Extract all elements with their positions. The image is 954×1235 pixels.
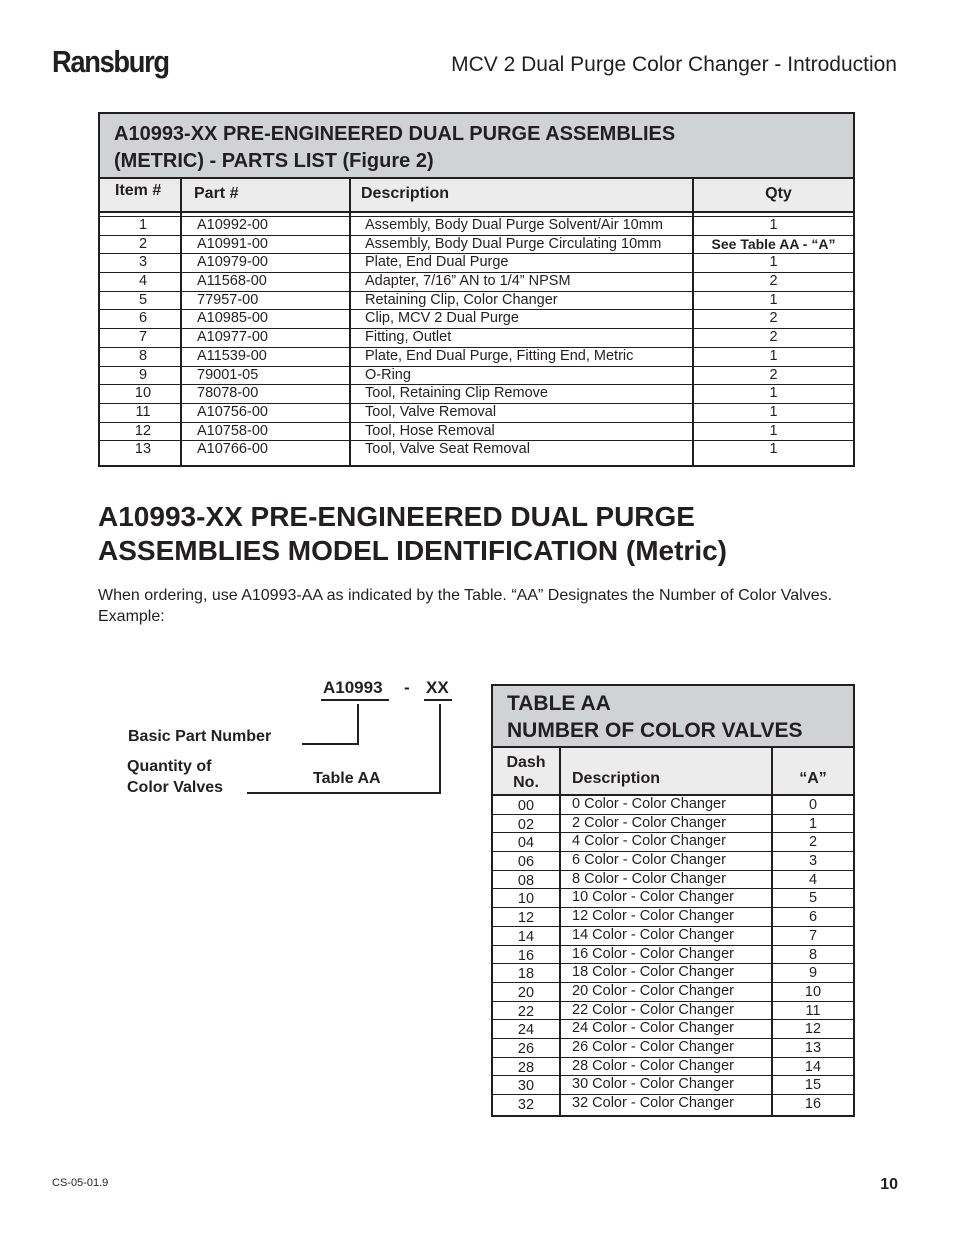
table-aa-row (493, 889, 853, 908)
suffix-connector-horizontal (247, 792, 441, 794)
a-value-cell: 9 (808, 965, 818, 982)
qty-cell: 1 (769, 441, 778, 458)
quantity-label-line2: Color Valves (127, 779, 224, 796)
qty-cell: 1 (769, 347, 778, 364)
part-number-cell: A10991-00 (182, 236, 351, 254)
base-part-number: A10993 (323, 678, 383, 697)
a-value-cell: 3 (808, 853, 818, 870)
qty-cell: 1 (769, 217, 778, 233)
dash-number-cell: 32 (493, 1095, 561, 1115)
dash-number-cell: 16 (493, 946, 561, 964)
a-value-cell: 2 (808, 834, 818, 851)
parts-table-title (100, 114, 853, 179)
header-aa-description: Description (561, 748, 773, 794)
table-aa-row (493, 815, 853, 834)
ordering-instructions: When ordering, use A10993-AA as indicated by the Table. “AA” Designates the Number of Color Valves. Example: (98, 587, 833, 625)
parts-table-row (100, 273, 853, 292)
qty-cell: 1 (769, 254, 778, 271)
table-aa-reference-label: Table AA (313, 770, 381, 787)
qty-cell: 2 (769, 310, 778, 327)
part-number-cell: A10985-00 (182, 310, 351, 328)
part-dash: - (404, 678, 410, 697)
quantity-label (127, 756, 223, 798)
description-cell: Tool, Valve Removal (351, 404, 694, 422)
color-description-cell: 10 Color - Color Changer (561, 889, 773, 907)
a-value-cell: 16 (804, 1096, 822, 1112)
header-part-number: Part # (182, 179, 351, 211)
table-aa-row (493, 927, 853, 946)
base-connector-horizontal (302, 743, 359, 745)
table-aa-title (493, 686, 853, 748)
dash-number-cell: 12 (493, 908, 561, 926)
table-aa-row (493, 1076, 853, 1095)
table-aa-header (493, 748, 853, 796)
table-aa-row (493, 1020, 853, 1039)
part-number-cell: A10766-00 (182, 441, 351, 465)
part-number-cell: A11568-00 (182, 273, 351, 291)
parts-table-row (100, 217, 853, 236)
description-cell: Plate, End Dual Purge (351, 254, 694, 272)
item-number-cell: 7 (100, 329, 182, 347)
table-aa-row (493, 852, 853, 871)
item-number-cell: 1 (100, 217, 182, 235)
part-suffix: XX (426, 678, 449, 697)
qty-cell: 1 (769, 291, 778, 308)
color-description-cell: 12 Color - Color Changer (561, 908, 773, 926)
table-aa-row (493, 1095, 853, 1115)
dash-number-cell: 20 (493, 983, 561, 1001)
color-description-cell: 8 Color - Color Changer (561, 871, 773, 889)
document-title: MCV 2 Dual Purge Color Changer - Introduction (451, 53, 897, 76)
part-number-cell: 79001-05 (182, 367, 351, 385)
parts-table-body (100, 217, 853, 465)
color-description-cell: 4 Color - Color Changer (561, 833, 773, 851)
a-value-cell: 10 (804, 983, 822, 1000)
header-dash-line1: Dash (506, 754, 546, 771)
item-number-cell: 5 (100, 292, 182, 310)
parts-table-row (100, 329, 853, 348)
color-description-cell: 20 Color - Color Changer (561, 983, 773, 1001)
a-value-cell: 0 (808, 797, 818, 813)
dash-number-cell: 10 (493, 889, 561, 907)
table-aa-body (493, 796, 853, 1115)
qty-cell: 2 (769, 273, 778, 290)
parts-table-title-line2: (METRIC) - PARTS LIST (Figure 2) (114, 150, 434, 172)
document-code: CS-05-01.9 (52, 1177, 109, 1189)
a-value-cell: 4 (808, 871, 818, 888)
a-value-cell: 8 (808, 946, 818, 963)
color-description-cell: 14 Color - Color Changer (561, 927, 773, 945)
qty-cell: 1 (769, 385, 778, 402)
table-aa-row (493, 946, 853, 965)
dash-number-cell: 24 (493, 1020, 561, 1038)
dash-number-cell: 26 (493, 1039, 561, 1057)
basic-part-number-label: Basic Part Number (128, 728, 272, 745)
item-number-cell: 4 (100, 273, 182, 291)
parts-table-row (100, 385, 853, 404)
description-cell: Tool, Valve Seat Removal (351, 441, 694, 465)
table-aa-row (493, 1058, 853, 1077)
color-description-cell: 24 Color - Color Changer (561, 1020, 773, 1038)
table-aa (491, 684, 855, 1117)
color-description-cell: 18 Color - Color Changer (561, 964, 773, 982)
a-value-cell: 13 (804, 1039, 822, 1056)
suffix-connector-vertical (439, 704, 441, 794)
section-heading-line2: ASSEMBLIES MODEL IDENTIFICATION (Metric) (98, 535, 727, 566)
part-number-cell: A10977-00 (182, 329, 351, 347)
description-cell: Tool, Hose Removal (351, 423, 694, 441)
section-heading-line1: A10993-XX PRE-ENGINEERED DUAL PURGE (98, 501, 695, 532)
section-heading (98, 500, 727, 568)
color-description-cell: 26 Color - Color Changer (561, 1039, 773, 1057)
table-aa-row (493, 1002, 853, 1021)
parts-table-row (100, 236, 853, 255)
color-description-cell: 6 Color - Color Changer (561, 852, 773, 870)
a-value-cell: 12 (804, 1021, 822, 1038)
dash-number-cell: 22 (493, 1002, 561, 1020)
header-a: “A” (799, 770, 827, 787)
header-dash-no (493, 748, 561, 794)
a-value-cell: 14 (804, 1058, 822, 1075)
qty-cell: 1 (769, 422, 778, 439)
parts-table-title-line1: A10993-XX PRE-ENGINEERED DUAL PURGE ASSEMBLIES (114, 123, 676, 145)
header-item-number: Item # (100, 179, 182, 211)
description-cell: Assembly, Body Dual Purge Circulating 10mm (351, 236, 694, 254)
a-value-cell: 6 (808, 909, 818, 926)
dash-number-cell: 06 (493, 852, 561, 870)
part-number-cell: 78078-00 (182, 385, 351, 403)
qty-cell: 2 (769, 329, 778, 346)
a-value-cell: 7 (808, 927, 818, 944)
color-description-cell: 30 Color - Color Changer (561, 1076, 773, 1094)
table-aa-title-line2: NUMBER OF COLOR VALVES (507, 719, 803, 742)
a-value-cell: 5 (808, 890, 818, 907)
parts-table-row (100, 404, 853, 423)
dash-number-cell: 18 (493, 964, 561, 982)
parts-table-row (100, 348, 853, 367)
item-number-cell: 6 (100, 310, 182, 328)
table-aa-row (493, 796, 853, 815)
a-value-cell: 1 (808, 815, 818, 832)
item-number-cell: 2 (100, 236, 182, 254)
part-number-cell: A10992-00 (182, 217, 351, 235)
color-description-cell: 22 Color - Color Changer (561, 1002, 773, 1020)
parts-table-row (100, 292, 853, 311)
base-connector-vertical (357, 704, 359, 744)
a-value-cell: 15 (804, 1077, 822, 1094)
description-cell: Tool, Retaining Clip Remove (351, 385, 694, 403)
header-description: Description (351, 179, 694, 211)
description-cell: Plate, End Dual Purge, Fitting End, Metric (351, 348, 694, 366)
table-aa-row (493, 1039, 853, 1058)
dash-number-cell: 02 (493, 815, 561, 833)
dash-number-cell: 28 (493, 1058, 561, 1076)
page-number: 10 (880, 1176, 898, 1193)
header-dash-line2: No. (513, 774, 539, 791)
header-qty: Qty (765, 185, 792, 202)
color-description-cell: 16 Color - Color Changer (561, 946, 773, 964)
table-aa-row (493, 983, 853, 1002)
qty-cell: 1 (769, 403, 778, 420)
table-aa-row (493, 871, 853, 890)
ransburg-logo: Ransburg (52, 44, 169, 79)
dash-number-cell: 14 (493, 927, 561, 945)
part-number-cell: A10758-00 (182, 423, 351, 441)
suffix-underline (424, 699, 452, 701)
description-cell: Adapter, 7/16” AN to 1/4” NPSM (351, 273, 694, 291)
item-number-cell: 9 (100, 367, 182, 385)
qty-cell: 2 (769, 366, 778, 383)
description-cell: Clip, MCV 2 Dual Purge (351, 310, 694, 328)
description-cell: Retaining Clip, Color Changer (351, 292, 694, 310)
table-aa-title-line1: TABLE AA (507, 692, 611, 715)
part-number-cell: A11539-00 (182, 348, 351, 366)
color-description-cell: 2 Color - Color Changer (561, 815, 773, 833)
color-description-cell: 32 Color - Color Changer (561, 1095, 773, 1115)
dash-number-cell: 08 (493, 871, 561, 889)
dash-number-cell: 00 (493, 796, 561, 814)
item-number-cell: 8 (100, 348, 182, 366)
parts-table-row (100, 254, 853, 273)
description-cell: Assembly, Body Dual Purge Solvent/Air 10mm (351, 217, 694, 235)
item-number-cell: 13 (100, 441, 182, 465)
base-part-underline (321, 699, 389, 701)
part-number-cell: A10979-00 (182, 254, 351, 272)
parts-list-table (98, 112, 855, 467)
quantity-label-line1: Quantity of (127, 758, 212, 775)
description-cell: O-Ring (351, 367, 694, 385)
parts-table-row (100, 423, 853, 442)
parts-table-row (100, 441, 853, 465)
parts-table-row (100, 310, 853, 329)
item-number-cell: 11 (100, 404, 182, 422)
color-description-cell: 28 Color - Color Changer (561, 1058, 773, 1076)
parts-table-row (100, 367, 853, 386)
description-cell: Fitting, Outlet (351, 329, 694, 347)
dash-number-cell: 04 (493, 833, 561, 851)
item-number-cell: 12 (100, 423, 182, 441)
item-number-cell: 10 (100, 385, 182, 403)
color-description-cell: 0 Color - Color Changer (561, 796, 773, 814)
a-value-cell: 11 (805, 1002, 821, 1019)
item-number-cell: 3 (100, 254, 182, 272)
dash-number-cell: 30 (493, 1076, 561, 1094)
parts-table-header (100, 179, 853, 213)
part-number-cell: A10756-00 (182, 404, 351, 422)
table-aa-row (493, 908, 853, 927)
qty-cell: See Table AA - “A” (711, 235, 836, 252)
table-aa-row (493, 833, 853, 852)
table-aa-row (493, 964, 853, 983)
part-number-cell: 77957-00 (182, 292, 351, 310)
